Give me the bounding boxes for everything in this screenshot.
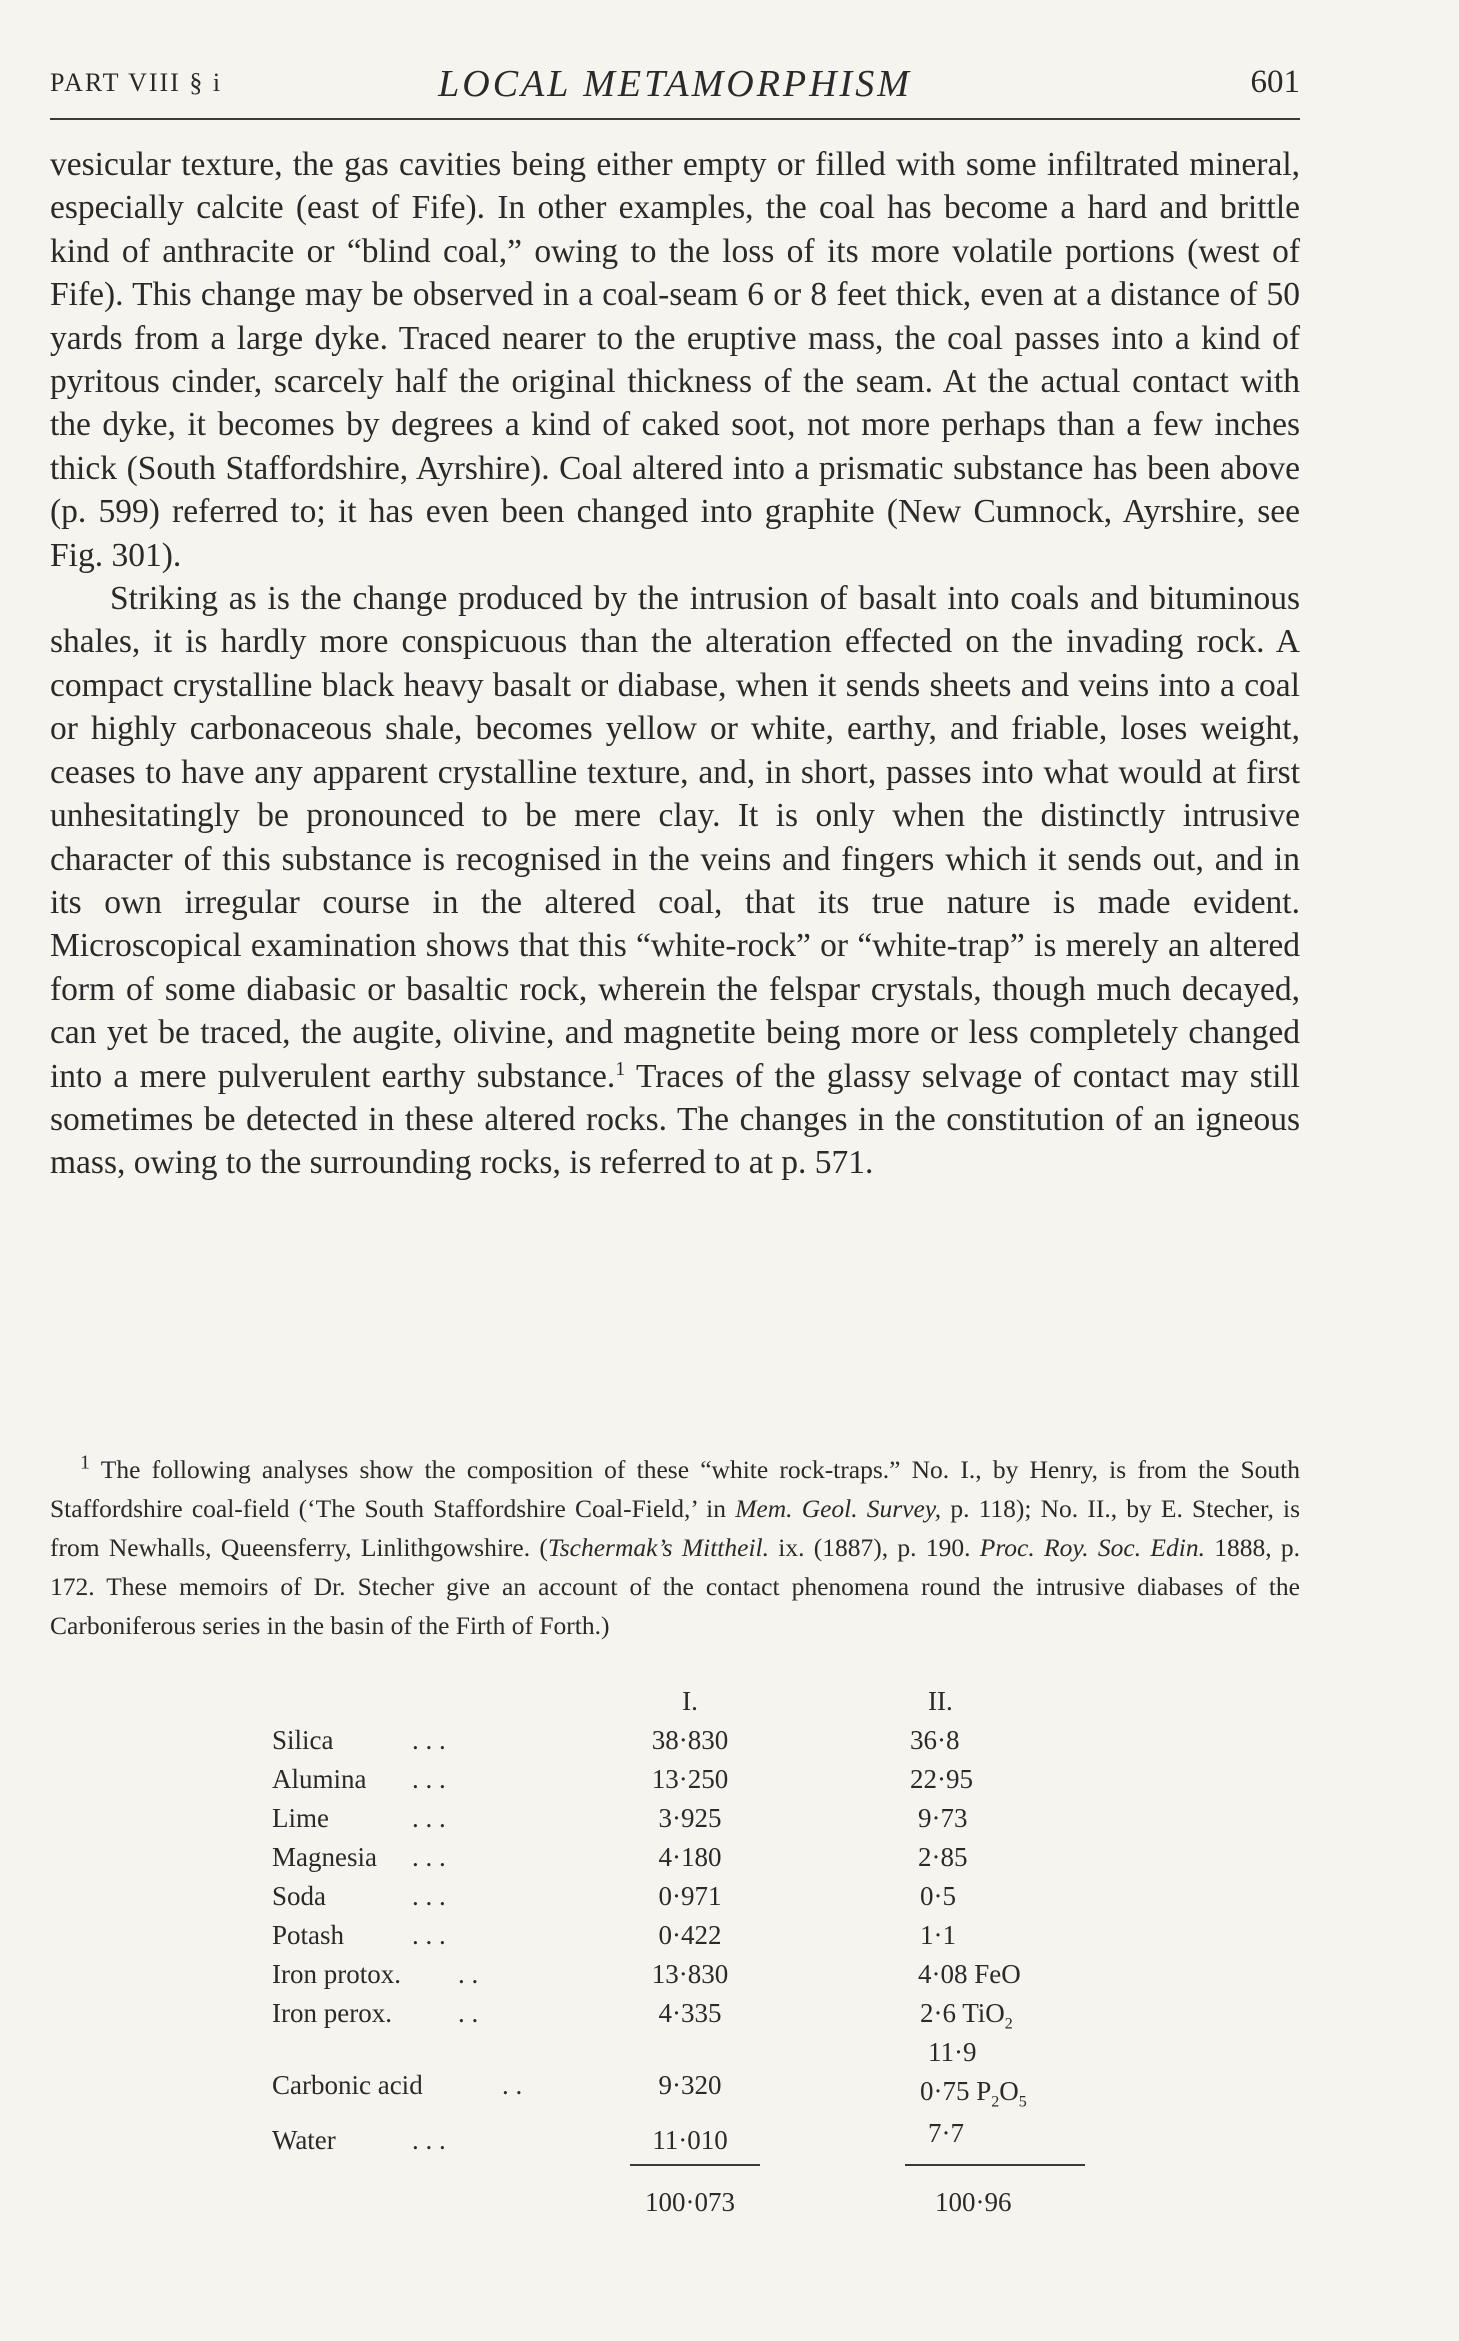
row-value-i-iron-protox: 13·830	[651, 1959, 729, 1989]
row-value-ii-potash: 1·1	[920, 1920, 956, 1950]
footnote-text-2: p. 118); No. II., by E. Stecher, is from Newhalls, Queensferry, Linlithgowshire. (	[50, 1494, 1300, 1562]
row-value-ii-magnesia: 2·85	[918, 1842, 968, 1872]
row-value-i-alumina: 13·250	[651, 1764, 729, 1794]
row-value-ii-soda: 0·5	[920, 1881, 956, 1911]
body-text	[50, 143, 1300, 1185]
row-value-ii-silica: 36·8	[910, 1725, 960, 1755]
row-value-ii-iron-protox: 4·08 FeO	[918, 1959, 1021, 1989]
footnote-marker: 1	[80, 1451, 90, 1474]
row-label-iron-perox: Iron perox. . .	[272, 1998, 479, 2028]
header-title: LOCAL METAMORPHISM	[438, 63, 912, 105]
column-header-i: I.	[682, 1686, 698, 1716]
footnote-reference[interactable]: 1	[615, 1057, 626, 1080]
row-label-alumina: Alumina . . .	[272, 1764, 446, 1794]
footnote-citation-1: Mem. Geol. Survey,	[735, 1494, 942, 1523]
row-label-magnesia: Magnesia . . .	[272, 1842, 446, 1872]
total-i: 100·073	[645, 2187, 735, 2217]
row-value-ii-water: 7·7	[928, 2118, 964, 2148]
row-value-i-soda: 0·971	[658, 1881, 722, 1911]
footnote-citation-3: Proc. Roy. Soc. Edin.	[979, 1533, 1205, 1562]
total-rule-i	[630, 2164, 760, 2166]
footnote-text-1: The following analyses show the composition of these “white rock-traps.” No. I., by Henry, is from the South Staffordshire coal-field (‘The South Staffordshire Coal-Field,’ in	[50, 1455, 1300, 1523]
row-value-i-silica: 38·830	[651, 1725, 729, 1755]
row-value-i-lime: 3·925	[658, 1803, 722, 1833]
row-label-lime: Lime . . .	[272, 1803, 446, 1833]
row-label-silica: Silica . . .	[272, 1725, 446, 1755]
row-label-carbonic-acid: Carbonic acid . .	[272, 2070, 523, 2100]
footnote	[50, 1450, 1300, 1645]
footnote-text-3: ix. (1887), p. 190.	[769, 1533, 980, 1562]
row-value-ii-alumina: 22·95	[910, 1764, 973, 1794]
row-value-ii-extra: 11·9	[928, 2037, 977, 2067]
footnote-citation-2: Tschermak’s Mittheil.	[547, 1533, 769, 1562]
row-label-iron-protox: Iron protox. . .	[272, 1959, 479, 1989]
row-value-i-magnesia: 4·180	[658, 1842, 722, 1872]
row-label-water: Water . . .	[272, 2125, 446, 2155]
row-value-i-water: 11·010	[652, 2125, 728, 2155]
running-header	[50, 58, 1300, 120]
footnote-text-4: 1888, p. 172. These memoirs of Dr. Stecher give an account of the contact phenomena round the intrusive diabases of the Carboniferous series in the basin of the Firth of Forth.)	[50, 1533, 1301, 1640]
column-header-ii: II.	[928, 1686, 953, 1716]
row-value-ii-carbonic-acid: 0·75 $P_2O_5$	[920, 2076, 1027, 2111]
total-ii: 100·96	[935, 2187, 1012, 2217]
paragraph-1: vesicular texture, the gas cavities being either empty or filled with some infiltrated mineral, especially calcite (east of Fife). In other examples, the coal has become a hard and brittle kind of anthracite or “blind coal,” owing to the loss of its more volatile portions (west of Fife). This change may be observed in a coal-seam 6 or 8 feet thick, even at a distance of 50 yards from a large dyke. Traced nearer to the eruptive mass, the coal passes into a kind of pyritous cinder, scarcely half the original thickness of the seam. At the actual contact with the dyke, it becomes by degrees a kind of caked soot, not more perhaps than a few inches thick (South Staffordshire, Ayrshire). Coal altered into a prismatic substance has been above (p. 599) referred to; it has even been changed into graphite (New Cumnock, Ayrshire, see Fig. 301).	[50, 146, 1300, 574]
row-label-potash: Potash . . .	[272, 1920, 446, 1950]
row-label-soda: Soda . . .	[272, 1881, 446, 1911]
row-value-i-potash: 0·422	[658, 1920, 722, 1950]
paragraph-2-part-a: Striking as is the change produced by the intrusion of basalt into coals and bituminous shales, it is hardly more conspicuous than the alteration effected on the invading rock. A compact crystalline black heavy basalt or diabase, when it sends sheets and veins into a coal or highly carbonaceous shale, becomes yellow or white, earthy, and friable, loses weight, ceases to have any apparent crystalline texture, and, in short, passes into what would at first unhesitatingly be pronounced to be mere clay. It is only when the distinctly intrusive character of this substance is recognised in the veins and fingers which it sends out, and in its own irregular course in the altered coal, that its true nature is made evident. Microscopical examination shows that this “white-rock” or “white-trap” is merely an altered form of some diabasic or basaltic rock, wherein the felspar crystals, though much decayed, can yet be traced, the augite, olivine, and magnetite being more or less completely changed into a mere pulverulent earthy substance.	[50, 580, 1300, 1095]
row-value-i-carbonic-acid: 9·320	[658, 2070, 722, 2100]
row-value-i-iron-perox: 4·335	[658, 1998, 722, 2028]
page-number: 601	[1250, 64, 1300, 100]
row-value-ii-iron-perox: 2·6 TiO$_2$	[920, 1998, 1013, 2033]
paragraph-2	[50, 577, 1300, 1185]
header-part: PART VIII § i	[50, 68, 223, 97]
row-value-ii-lime: 9·73	[918, 1803, 968, 1833]
total-rule-ii	[905, 2164, 1085, 2166]
paragraph-2-part-b: Traces of the glassy selvage of contact may still sometimes be detected in these altered rocks. The changes in the constitution of an igneous mass, owing to the surrounding rocks, is referred to at p. 571.	[50, 1057, 1300, 1182]
